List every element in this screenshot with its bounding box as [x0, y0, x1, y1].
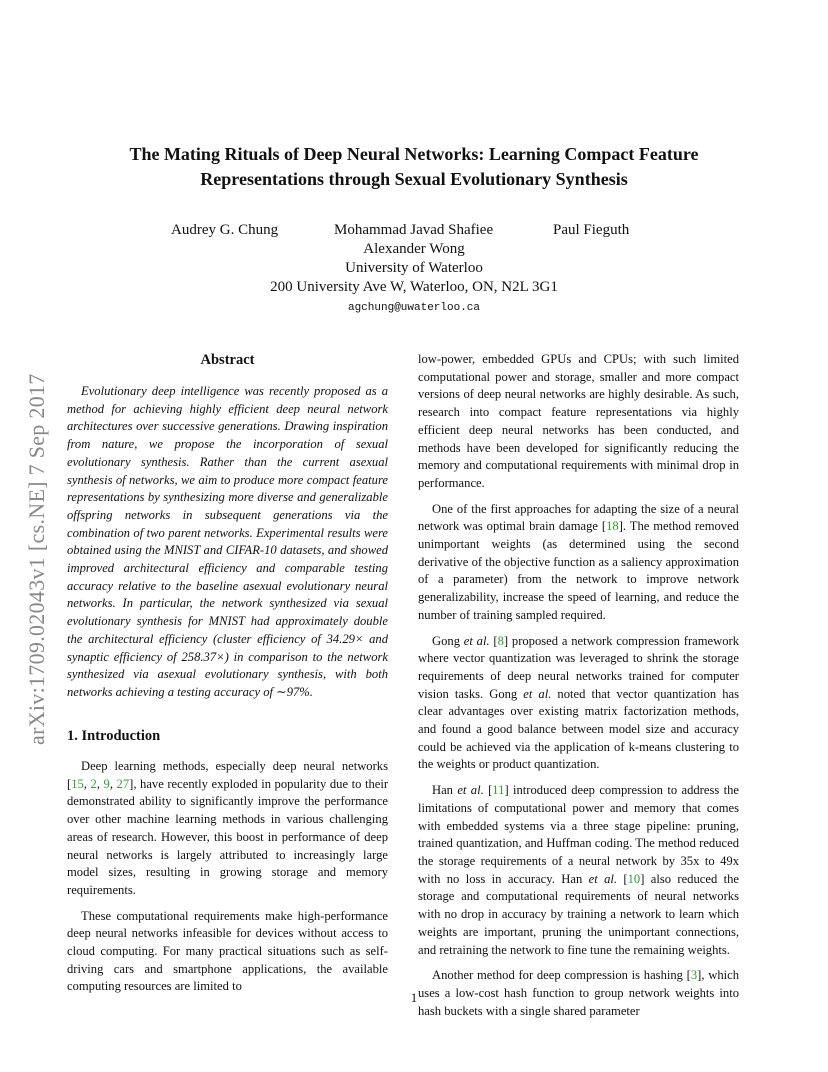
- author-2: Mohammad Javad Shafiee: [334, 222, 494, 238]
- author-4: Alexander Wong: [363, 241, 465, 257]
- right-paragraph-3: Gong et al. [8] proposed a network compression framework where vector quantization was leveraged to shrink the storage requirements of deep neural networks trained for computer vision tasks. Gong et al. noted that vector quantization has clear advantages over existing matrix factorization methods, and found a good balance between model size and accuracy could be achieved via the application of k-means clustering to the weights or product quantization.: [418, 633, 740, 772]
- citation-link[interactable]: 27: [116, 776, 130, 791]
- introduction-heading: 1. Introduction: [67, 728, 161, 744]
- citation-link[interactable]: 15: [71, 776, 84, 791]
- right-paragraph-2: One of the first approaches for adapting the size of a neural network was optimal brain damage [18]. The method removed unimportant weights (as determined using the second derivative of the objective function as a saliency approximation of a parameter) from the network to improve network generalizability, increase the speed of learning, and reduce the number of training sampled required.: [418, 501, 739, 622]
- arxiv-side-label: arXiv:1709.02043v1 [cs.NE] 7 Sep 2017: [24, 373, 49, 745]
- affiliation: University of Waterloo: [345, 260, 483, 276]
- author-1: Audrey G. Chung: [171, 222, 279, 238]
- intro-paragraph-2: These computational requirements make high-performance deep neural networks infeasible for devices without access to cloud computing. For many practical situations such as self-driving cars and smartphone applications, the available computing resources are limited to: [67, 908, 388, 994]
- address: 200 University Ave W, Waterloo, ON, N2L 3G1: [270, 279, 558, 295]
- intro-paragraph-1: Deep learning methods, especially deep neural networks [15, 2, 9, 27], have recently exploded in popularity due to their demonstrated ability to significantly improve the performance over other machine learning methods in various challenging areas of research. However, this boost in performance of deep neural networks is largely attributed to increasingly large model sizes, resulting in growing storage and memory requirements.: [67, 759, 389, 897]
- citation-link[interactable]: 3: [690, 968, 698, 983]
- right-paragraph-5: Another method for deep compression is hashing [3], which uses a low-cost hash function to group network weights into hash buckets with a single shared parameter: [418, 968, 739, 1018]
- paper-title: [60, 142, 768, 192]
- right-column: [418, 351, 739, 1020]
- title-line-2: Representations through Sexual Evolutionary Synthesis: [200, 169, 628, 189]
- citation-link[interactable]: 2: [90, 776, 97, 791]
- right-paragraph-1: low-power, embedded GPUs and CPUs; with such limited computational power and storage, smaller and more compact versions of deep neural networks are highly desirable. As such, research into compact feature representations via highly efficient deep neural networks has been conducted, and methods have been developed for significantly reducing the memory and computational requirements with minimal drop in performance.: [418, 352, 739, 490]
- citation-link[interactable]: 9: [103, 776, 110, 791]
- author-3: Paul Fieguth: [553, 222, 630, 238]
- author-email: agchung@uwaterloo.ca: [347, 302, 481, 314]
- citation-link[interactable]: 10: [627, 871, 641, 886]
- right-paragraph-4: Han et al. [11] introduced deep compression to address the limitations of computational power and memory that comes with embedded systems via a three stage pipeline: pruning, trained quantization, and Huffman coding. The method reduced the storage requirements of a neural network by 35x to 49x with no loss in accuracy. Han et al. [10] also reduced the storage and computational requirements of neural networks with no drop in accuracy by training a network to learn which weights are important, pruning the unimportant connections, and retraining the network to fine tune the remaining weights.: [418, 783, 740, 957]
- citation-link[interactable]: 8: [497, 633, 504, 648]
- citation-link[interactable]: 18: [606, 519, 619, 534]
- introduction-section: [67, 727, 388, 996]
- abstract-section: [67, 351, 388, 702]
- citation-link[interactable]: 11: [492, 783, 505, 798]
- abstract-heading: Abstract: [200, 352, 255, 368]
- abstract-text: Evolutionary deep intelligence was recently proposed as a method for achieving highly efficient deep neural network architectures over successive generations. Drawing inspiration from nature, we propose the incorporation of sexual evolutionary synthesis. Rather than the current asexual synthesis of networks, we aim to produce more compact feature representations by synthesizing more diverse and generalizable offspring networks in subsequent generations via the combination of two parent networks. Experimental results were obtained using the MNIST and CIFAR-10 datasets, and showed improved architectural efficiency and comparable testing accuracy relative to the baseline asexual evolutionary neural networks. In particular, the network synthesized via sexual evolutionary synthesis for MNIST had approximately double the architectural efficiency (cluster efficiency of 34.29× and synaptic efficiency of 258.37×) in comparison to the network synthesized via asexual evolutionary synthesis, with both networks achieving a testing accuracy of ∼97%.: [67, 384, 388, 699]
- page-number: 1: [410, 990, 418, 1005]
- title-line-1: The Mating Rituals of Deep Neural Networks: Learning Compact Feature: [129, 144, 699, 164]
